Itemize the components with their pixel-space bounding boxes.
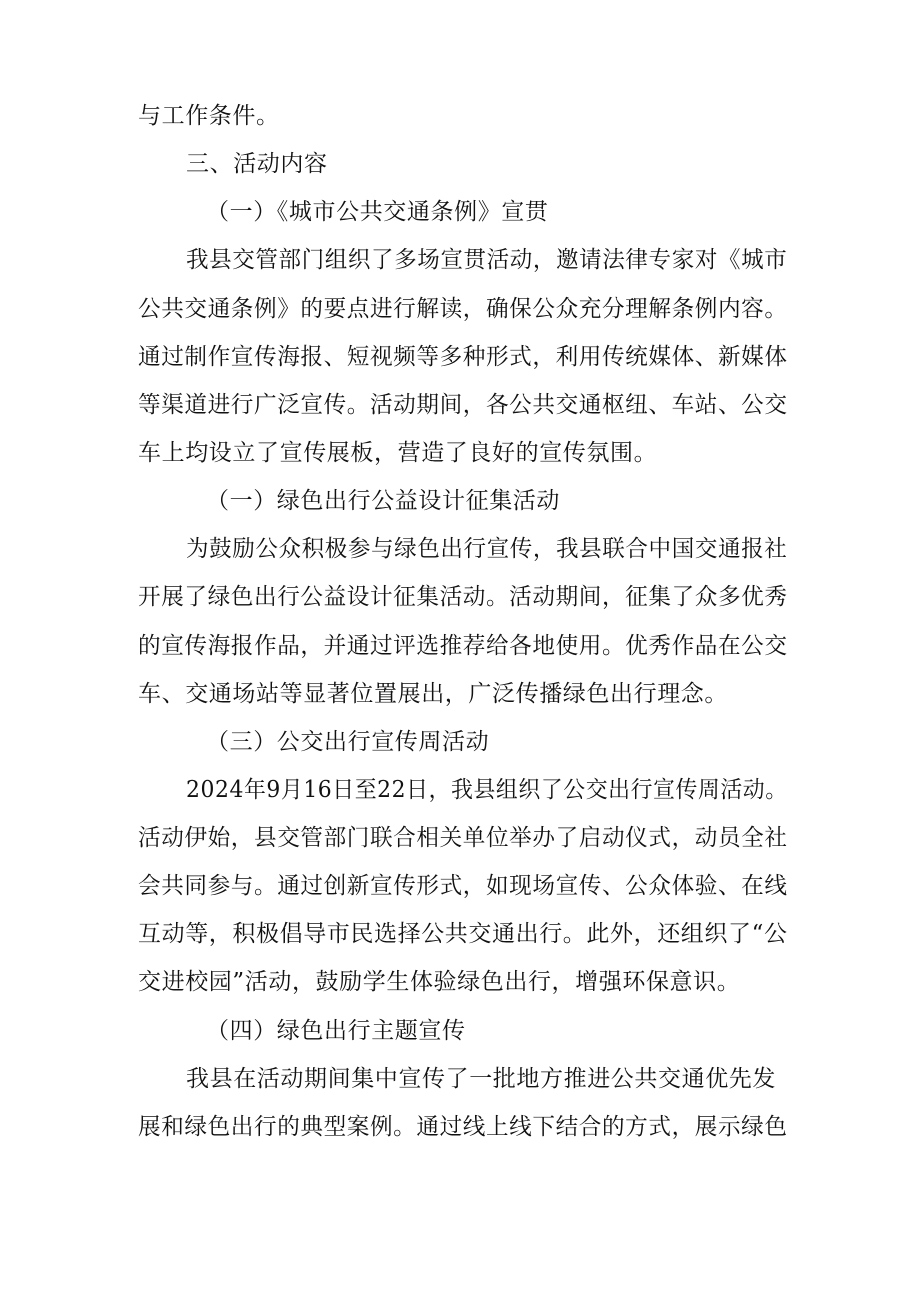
body-line: 互动等，积极倡导市民选择公共交通出行。此外，还组织了“公	[138, 921, 788, 947]
body-line: 2024年9月16日至22日，我县组织了公交出行宣传周活动。	[186, 777, 788, 803]
body-line: 车上均设立了宣传展板，营造了良好的宣传氛围。	[138, 440, 658, 466]
body-line: 为鼓励公众积极参与绿色出行宣传，我县联合中国交通报社	[186, 536, 788, 562]
subsection-heading: （一）绿色出行公益设计征集活动	[206, 488, 560, 514]
body-line: 公共交通条例》的要点进行解读，确保公众充分理解条例内容。	[138, 296, 788, 322]
subsection-heading: （四）绿色出行主题宣传	[206, 1018, 466, 1044]
section-heading: 三、活动内容	[186, 151, 328, 177]
body-line: 的宣传海报作品，并通过评选推荐给各地使用。优秀作品在公交	[138, 633, 788, 659]
body-line: 交进校园”活动，鼓励学生体验绿色出行，增强环保意识。	[138, 969, 741, 995]
body-line: 通过制作宣传海报、短视频等多种形式，利用传统媒体、新媒体	[138, 344, 788, 370]
body-line: 我县交管部门组织了多场宣贯活动，邀请法律专家对《城市	[186, 247, 788, 273]
body-line: 会共同参与。通过创新宣传形式，如现场宣传、公众体验、在线	[138, 873, 788, 899]
body-line: 开展了绿色出行公益设计征集活动。活动期间，征集了众多优秀	[138, 584, 788, 610]
subsection-heading: （三）公交出行宣传周活动	[206, 729, 490, 755]
body-line: 与工作条件。	[138, 103, 280, 129]
body-line: 等渠道进行广泛宣传。活动期间，各公共交通枢纽、车站、公交	[138, 392, 788, 418]
body-line: 我县在活动期间集中宣传了一批地方推进公共交通优先发	[186, 1066, 776, 1092]
subsection-heading: （一）《城市公共交通条例》宣贯	[206, 199, 549, 225]
body-line: 车、交通场站等显著位置展出，广泛传播绿色出行理念。	[138, 681, 728, 707]
body-line: 活动伊始，县交管部门联合相关单位举办了启动仪式，动员全社	[138, 825, 788, 851]
body-line: 展和绿色出行的典型案例。通过线上线下结合的方式，展示绿色	[138, 1114, 788, 1140]
